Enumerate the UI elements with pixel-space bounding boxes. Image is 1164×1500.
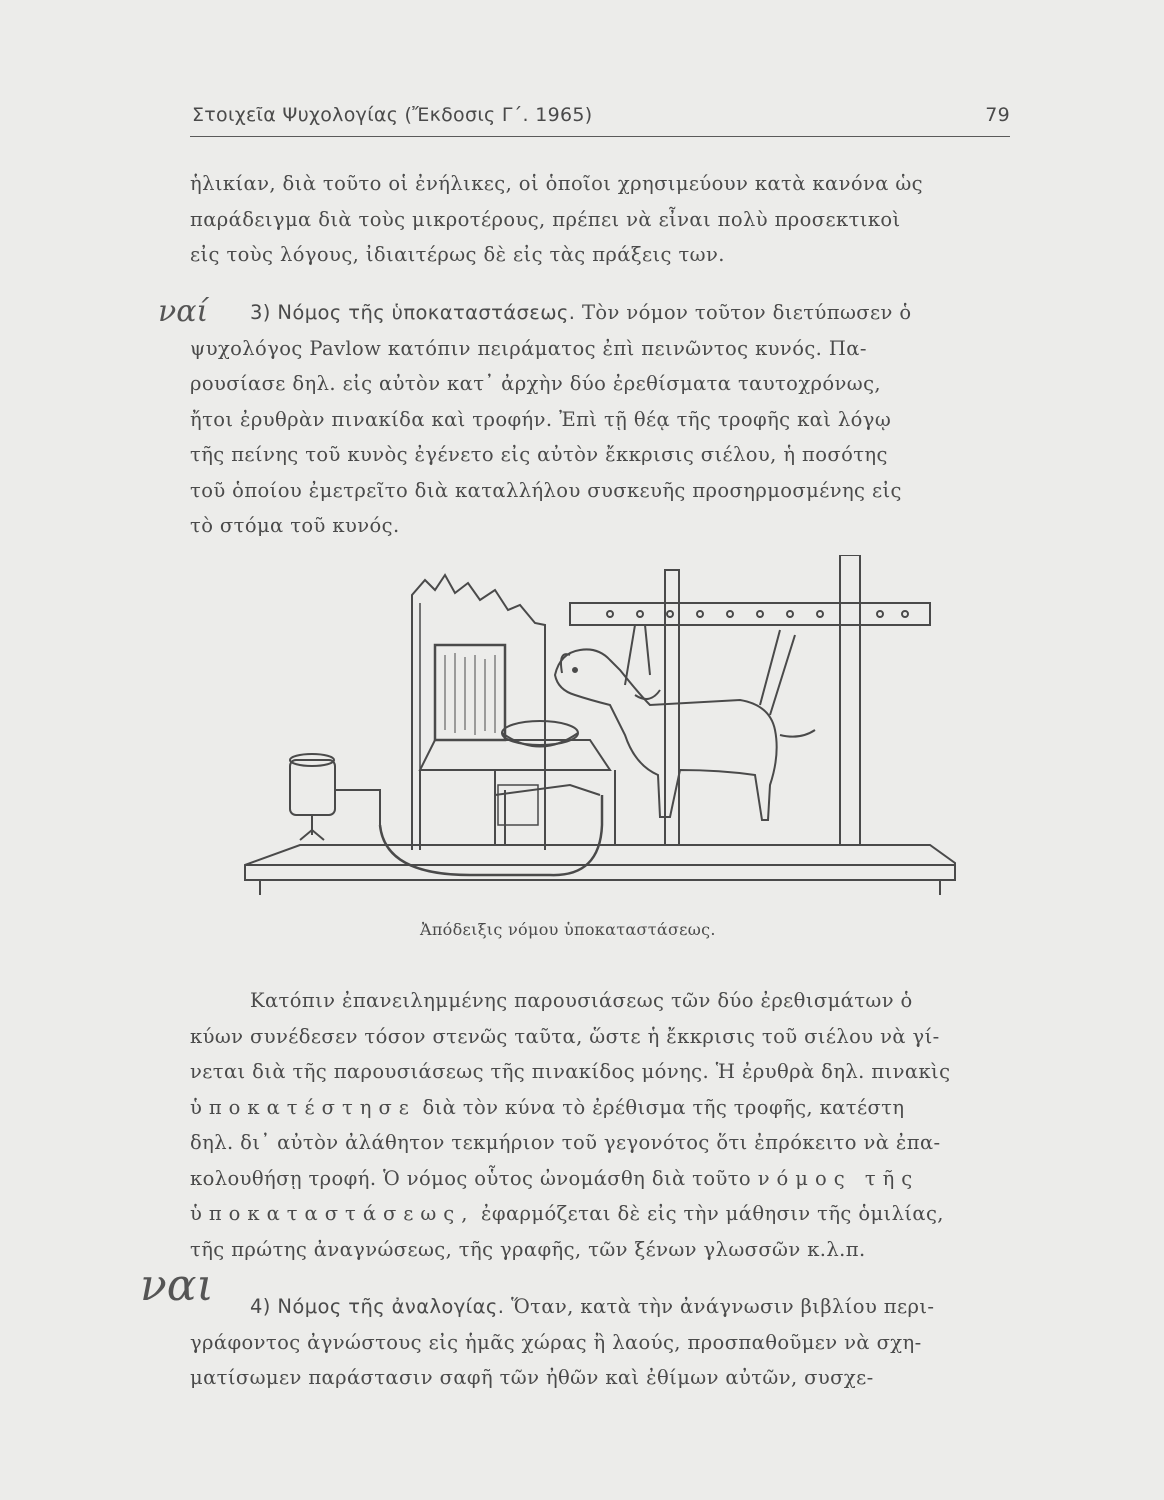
text-line: παράδειγμα διὰ τοὺς μικροτέρους, πρέπει νὰ εἶναι πολὺ προσεκτικοὶ [190, 207, 901, 231]
text-line: ματίσωμεν παράστασιν σαφῆ τῶν ἠθῶν καὶ ἐθίμων αὐτῶν, συσχε- [190, 1366, 874, 1389]
text-line [190, 1090, 1012, 1126]
paragraph-continuation [190, 166, 1012, 273]
text-line: ἤτοι ἐρυθρὰν πινακίδα καὶ τροφήν. Ἐπὶ τῇ θέᾳ τῆς τροφῆς καὶ λόγῳ [190, 407, 892, 431]
text-line: τὸ στόμα τοῦ κυνός. [190, 514, 400, 537]
emphasized-term: ὑποκαταστάσεως, [190, 1202, 475, 1225]
saliva-tube [380, 795, 602, 875]
section-3-heading: 3) Νόμος τῆς ὑποκαταστάσεως. [250, 301, 576, 324]
text-fragment: ἐφαρμόζεται δὲ εἰς τὴν μάθησιν τῆς ὁμιλίας, [481, 1202, 944, 1225]
emphasized-term: νόμος τῆς [757, 1166, 920, 1190]
text-fragment: Ὅταν, κατὰ τὴν ἀνάγνωσιν βιβλίου περι- [510, 1295, 935, 1318]
text-line: ρουσίασε δηλ. εἰς αὐτὸν κατ᾽ ἀρχὴν δύο ἐρεθίσματα ταυτοχρόνως, [190, 372, 882, 395]
text-line: ἡλικίαν, διὰ τοῦτο οἱ ἐνήλικες, οἱ ὁποῖοι χρησιμεύουν κατὰ κανόνα ὡς [190, 172, 924, 195]
collection-bottle [290, 760, 335, 815]
book-title: Στοιχεῖα Ψυχολογίας (Ἔκδοσις Γ΄. 1965) [192, 104, 593, 126]
section-3-paragraph [190, 295, 1012, 544]
text-line: δηλ. δι᾽ αὐτὸν ἀλάθητον τεκμήριον τοῦ γεγονότος ὅτι ἐπρόκειτο νὰ ἐπα- [190, 1131, 941, 1154]
platform [245, 845, 955, 880]
text-line: γράφοντος ἀγνώστους εἰς ἡμᾶς χώρας ἢ λαούς, προσπαθοῦμεν νὰ σχη- [190, 1330, 922, 1354]
text-line: τῆς πρώτης ἀναγνώσεως, τῆς γραφῆς, τῶν ξένων γλωσσῶν κ.λ.π. [190, 1237, 866, 1261]
screen-wall [412, 575, 545, 850]
frame-right-post [840, 555, 860, 845]
text-line: Κατόπιν ἐπανειλημμένης παρουσιάσεως τῶν δύο ἐρεθισμάτων ὁ [250, 989, 913, 1012]
text-line [190, 1161, 1012, 1197]
section-4-paragraph [190, 1289, 1012, 1396]
text-fragment: Τὸν νόμον τοῦτον διετύπωσεν ὁ [581, 301, 912, 324]
text-line: ψυχολόγος Pavlow κατόπιν πειράματος ἐπὶ πεινῶντος κυνός. Πα- [190, 336, 867, 360]
figure-caption: Ἀπόδειξις νόμου ὑποκαταστάσεως. [420, 920, 716, 939]
food-bowl [502, 721, 578, 745]
page-number: 79 [985, 104, 1010, 126]
text-line: εἰς τοὺς λόγους, ἰδιαιτέρως δὲ εἰς τὰς πράξεις των. [190, 243, 725, 266]
table [420, 740, 610, 770]
section-4-heading: 4) Νόμος τῆς ἀναλογίας. [250, 1295, 505, 1318]
text-line: τῆς πείνης τοῦ κυνὸς ἐγένετο εἰς αὐτὸν ἔκκρισις σιέλου, ἡ ποσότης [190, 443, 888, 466]
handwritten-note-section3: ναί [158, 294, 209, 329]
running-header [190, 102, 1010, 137]
handwritten-note-section4: ναι [140, 1260, 214, 1311]
text-line [190, 295, 1012, 331]
paragraph-substitution-explained [190, 983, 1012, 1267]
text-line [190, 1289, 1012, 1325]
text-line [190, 1196, 1012, 1232]
text-line: τοῦ ὁποίου ἐμετρεῖτο διὰ καταλλήλου συσκευῆς προσηρμοσμένης εἰς [190, 478, 902, 502]
text-fragment: διὰ τὸν κύνα τὸ ἐρέθισμα τῆς τροφῆς, κατέστη [422, 1095, 905, 1119]
pavlov-experiment-illustration [240, 555, 960, 900]
emphasized-term: ὑποκατέστησε [190, 1095, 416, 1119]
text-line: κύων συνέδεσεν τόσον στενῶς ταῦτα, ὥστε ἡ ἔκκρισις τοῦ σιέλου νὰ γί- [190, 1024, 940, 1048]
text-line: νεται διὰ τῆς παρουσιάσεως τῆς πινακίδος μόνης. Ἡ ἐρυθρὰ δηλ. πινακὶς [190, 1060, 951, 1083]
text-fragment: κολουθήσῃ τροφή. Ὁ νόμος οὗτος ὠνομάσθη διὰ τοῦτο [190, 1166, 752, 1190]
